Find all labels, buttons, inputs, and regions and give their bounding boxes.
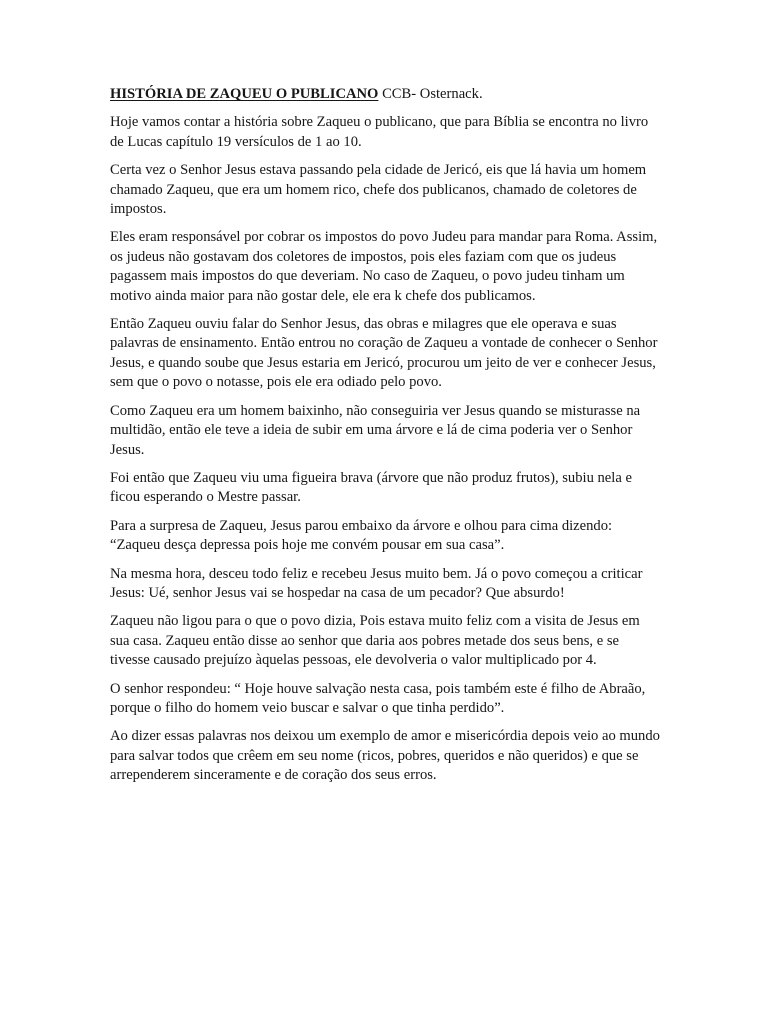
paragraph: Para a surpresa de Zaqueu, Jesus parou embaixo da árvore e olhou para cima dizendo: “Zaqueu desça depressa pois hoje me convém pousar em sua casa”. xyxy=(110,517,613,554)
document-title-suffix: CCB- Osternack. xyxy=(382,86,483,102)
title-line xyxy=(110,85,662,104)
paragraph: Ao dizer essas palavras nos deixou um exemplo de amor e misericórdia depois veio ao mundo para salvar todos que crêem em seu nome (ricos, pobres, queridos e não queridos) e que se arrependerem sinceramente e de coração dos seus erros. xyxy=(110,728,660,784)
document-title: HISTÓRIA DE ZAQUEU O PUBLICANO xyxy=(110,86,379,102)
paragraph: Eles eram responsável por cobrar os impostos do povo Judeu para mandar para Roma. Assim, os judeus não gostavam dos coletores de impostos, pois eles faziam com que os judeus pagassem mais impostos do que deveriam. No caso de Zaqueu, o povo judeu tinham um motivo ainda maior para não gostar dele, ele era k chefe dos publicamos. xyxy=(110,229,658,304)
paragraph: Foi então que Zaqueu viu uma figueira brava (árvore que não produz frutos), subiu nela e ficou esperando o Mestre passar. xyxy=(110,469,632,506)
paragraph: Hoje vamos contar a história sobre Zaqueu o publicano, que para Bíblia se encontra no livro de Lucas capítulo 19 versículos de 1 ao 10. xyxy=(110,114,649,150)
paragraph: Zaqueu não ligou para o que o povo dizia, Pois estava muito feliz com a visita de Jesus em sua casa. Zaqueu então disse ao senhor que daria aos pobres metade dos seus bens, e se tivesse causado prejuízo àquelas pessoas, ele devolveria o valor multiplicado por 4. xyxy=(110,613,640,669)
paragraph: Certa vez o Senhor Jesus estava passando pela cidade de Jericó, eis que lá havia um homem chamado Zaqueu, que era um homem rico, chefe dos publicanos, chamado de coletores de impostos. xyxy=(110,162,647,218)
paragraph: Como Zaqueu era um homem baixinho, não conseguiria ver Jesus quando se misturasse na multidão, então ele teve a ideia de subir em uma árvore e lá de cima poderia ver o Senhor Jesus. xyxy=(110,402,641,458)
paragraph: Na mesma hora, desceu todo feliz e recebeu Jesus muito bem. Já o povo começou a criticar Jesus: Ué, senhor Jesus vai se hospedar na casa de um pecador? Que absurdo! xyxy=(110,565,643,601)
document-body xyxy=(110,85,662,795)
paragraph: Então Zaqueu ouviu falar do Senhor Jesus, das obras e milagres que ele operava e suas palavras de ensinamento. Então entrou no coração de Zaqueu a vontade de conhecer o Senhor Jesus, e quando soube que Jesus estaria em Jericó, procurou um jeito de ver e conhecer Jesus, sem que o povo o notasse, pois ele era odiado pelo povo. xyxy=(110,316,658,391)
paragraph: O senhor respondeu: “ Hoje houve salvação nesta casa, pois também este é filho de Abraão, porque o filho do homem veio buscar e salvar o que tinha perdido”. xyxy=(110,680,646,716)
